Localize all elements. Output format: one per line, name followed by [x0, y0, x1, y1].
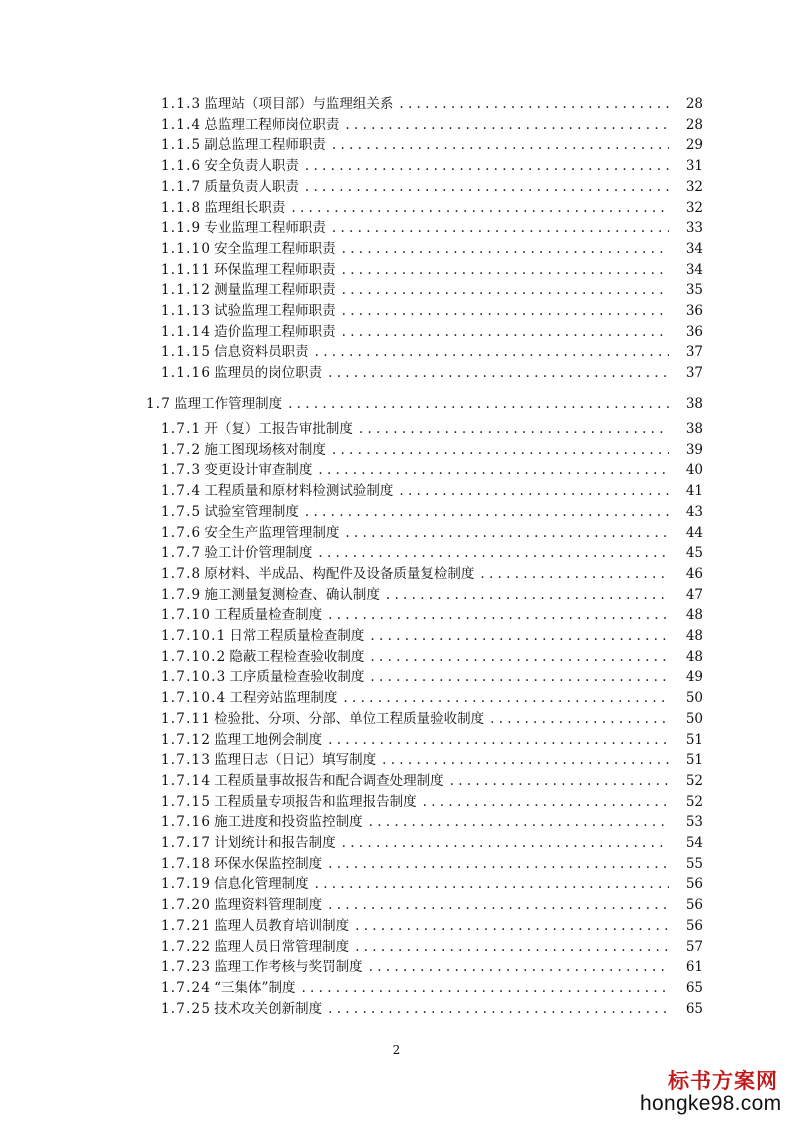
toc-entry-title: 造价监理工程师职责	[214, 324, 336, 340]
toc-dot-leader	[359, 419, 669, 439]
toc-entry-title: 监理工作管理制度	[174, 396, 283, 412]
toc-entry-title: 工程质量检查制度	[214, 607, 323, 623]
toc-entry-title: 检验批、分项、分部、单位工程质量验收制度	[214, 711, 485, 727]
toc-entry-number: 1.7.19	[161, 876, 212, 892]
toc-entry-number: 1.7.16	[161, 814, 212, 830]
toc-entry-page: 38	[685, 396, 703, 412]
toc-entry-text	[161, 626, 675, 646]
toc-entry-title: 总监理工程师岗位职责	[204, 117, 340, 133]
toc-dot-leader	[399, 481, 669, 501]
toc-entry-text	[161, 177, 675, 197]
toc-dot-leader	[328, 730, 669, 750]
toc-entry-title: 监理人员日常管理制度	[214, 939, 350, 955]
toc-entry-number: 1.7.3	[161, 462, 202, 478]
toc-entry-text	[161, 957, 675, 977]
toc-entry-title: 日常工程质量检查制度	[229, 628, 365, 644]
toc-entry-text	[161, 198, 675, 218]
toc-entry-number: 1.1.14	[161, 324, 212, 340]
toc-entry-text	[161, 280, 675, 300]
toc-entry-text	[161, 854, 675, 874]
toc-entry-number: 1.1.11	[161, 262, 212, 278]
toc-entry-page: 29	[685, 137, 703, 153]
toc-entry[interactable]	[0, 585, 793, 605]
toc-entry-title: 安全监理工程师职责	[214, 241, 336, 257]
toc-entry-number: 1.7.22	[161, 939, 212, 955]
toc-entry-title: 监理站（项目部）与监理组关系	[204, 96, 394, 112]
toc-entry-number: 1.1.8	[161, 200, 202, 216]
toc-entry[interactable]	[0, 833, 793, 853]
toc-entry-title: 监理组长职责	[204, 200, 286, 216]
toc-entry-title: 原材料、半成品、构配件及设备质量复检制度	[204, 566, 475, 582]
toc-entry-title: 环保水保监控制度	[214, 856, 323, 872]
toc-dot-leader	[291, 198, 669, 218]
toc-dot-leader	[370, 647, 669, 667]
toc-entry-text	[161, 460, 675, 480]
toc-entry-number: 1.7.6	[161, 525, 202, 541]
toc-entry-page: 48	[685, 607, 703, 623]
toc-entry[interactable]	[0, 792, 793, 812]
toc-entry-number: 1.7	[146, 396, 172, 412]
toc-entry-title: 环保监理工程师职责	[214, 262, 336, 278]
toc-entry[interactable]	[0, 999, 793, 1019]
toc-entry-page: 51	[685, 752, 703, 768]
toc-entry-title: 计划统计和报告制度	[214, 835, 336, 851]
toc-entry-title: “三集体”制度	[214, 980, 296, 996]
toc-entry[interactable]	[0, 342, 793, 362]
toc-entry[interactable]	[0, 260, 793, 280]
toc-entry-title: 技术攻关创新制度	[214, 1001, 323, 1017]
toc-entry-title: 监理员的岗位职责	[214, 365, 323, 381]
toc-entry[interactable]	[0, 812, 793, 832]
toc-entry-number: 1.7.10.4	[161, 690, 227, 706]
toc-entry[interactable]	[0, 198, 793, 218]
toc-entry-number: 1.7.15	[161, 794, 212, 810]
toc-entry-text	[161, 502, 675, 522]
toc-entry[interactable]	[0, 564, 793, 584]
toc-dot-leader	[355, 937, 669, 957]
toc-entry-text	[161, 564, 675, 584]
toc-entry[interactable]	[0, 115, 793, 135]
toc-entry-title: 监理工地例会制度	[214, 732, 323, 748]
toc-entry-text	[161, 115, 675, 135]
toc-entry-text	[161, 322, 675, 342]
toc-entry-text	[161, 135, 675, 155]
toc-entry-number: 1.7.4	[161, 483, 202, 499]
toc-entry[interactable]	[0, 916, 793, 936]
toc-entry-page: 49	[685, 669, 703, 685]
toc-entry-page: 34	[685, 262, 703, 278]
toc-entry-title: 质量负责人职责	[204, 179, 299, 195]
toc-entry-number: 1.7.24	[161, 980, 212, 996]
toc-entry-page: 46	[685, 566, 703, 582]
toc-dot-leader	[318, 460, 669, 480]
toc-dot-leader	[315, 342, 669, 362]
toc-entry-number: 1.7.5	[161, 504, 202, 520]
toc-entry[interactable]	[0, 626, 793, 646]
toc-entry-page: 34	[685, 241, 703, 257]
toc-entry-text	[161, 916, 675, 936]
toc-dot-leader	[328, 895, 669, 915]
toc-dot-leader	[342, 260, 669, 280]
toc-entry[interactable]	[0, 481, 793, 501]
toc-entry[interactable]	[0, 605, 793, 625]
toc-entry-page: 44	[685, 525, 703, 541]
toc-entry-title: 安全生产监理管理制度	[204, 525, 340, 541]
toc-entry[interactable]	[0, 156, 793, 176]
toc-entry-title: 开（复）工报告审批制度	[204, 421, 353, 437]
toc-entry[interactable]	[0, 937, 793, 957]
toc-entry-text	[161, 301, 675, 321]
toc-entry-number: 1.1.16	[161, 365, 212, 381]
toc-entry-number: 1.7.9	[161, 587, 202, 603]
toc-entry-page: 38	[685, 421, 703, 437]
toc-dot-leader	[332, 440, 669, 460]
toc-entry-page: 36	[685, 324, 703, 340]
toc-entry[interactable]	[0, 135, 793, 155]
toc-entry-text	[161, 481, 675, 501]
toc-entry-number: 1.7.14	[161, 773, 212, 789]
toc-entry[interactable]	[0, 688, 793, 708]
toc-entry[interactable]	[0, 218, 793, 238]
toc-dot-leader	[301, 978, 669, 998]
toc-entry-title: 施工测量复测检查、确认制度	[204, 587, 380, 603]
toc-entry-title: 信息资料员职责	[214, 344, 309, 360]
toc-dot-leader	[345, 523, 669, 543]
toc-dot-leader	[399, 94, 669, 114]
toc-entry-page: 28	[685, 117, 703, 133]
toc-entry-page: 40	[685, 462, 703, 478]
toc-entry-title: 工程质量事故报告和配合调查处理制度	[214, 773, 444, 789]
toc-entry-title: 信息化管理制度	[214, 876, 309, 892]
toc-entry-number: 1.1.12	[161, 282, 212, 298]
toc-entry-title: 试验室管理制度	[204, 504, 299, 520]
toc-entry-title: 监理资料管理制度	[214, 897, 323, 913]
toc-entry-title: 测量监理工程师职责	[214, 282, 336, 298]
toc-dot-leader	[369, 957, 669, 977]
toc-entry-text	[161, 812, 675, 832]
toc-dot-leader	[328, 854, 669, 874]
toc-dot-leader	[332, 135, 669, 155]
toc-entry-title: 工程质量专项报告和监理报告制度	[214, 794, 417, 810]
watermark-title: 标书方案网	[668, 1069, 778, 1093]
toc-dot-leader	[305, 177, 669, 197]
toc-entry[interactable]	[0, 957, 793, 977]
toc-entry[interactable]	[0, 394, 793, 414]
toc-dot-leader	[328, 363, 669, 383]
toc-entry-number: 1.7.2	[161, 442, 202, 458]
toc-entry-text	[161, 874, 675, 894]
toc-entry-number: 1.7.20	[161, 897, 212, 913]
toc-entry-text	[161, 709, 675, 729]
toc-entry-page: 47	[685, 587, 703, 603]
toc-entry[interactable]	[0, 502, 793, 522]
toc-entry-text	[161, 771, 675, 791]
toc-entry-page: 43	[685, 504, 703, 520]
toc-entry[interactable]	[0, 301, 793, 321]
toc-entry-text	[161, 688, 675, 708]
toc-entry-text	[161, 750, 675, 770]
toc-entry-page: 53	[685, 814, 703, 830]
toc-dot-leader	[386, 585, 669, 605]
toc-entry-text	[161, 156, 675, 176]
toc-entry-title: 监理人员教育培训制度	[214, 918, 350, 934]
toc-entry-text	[161, 895, 675, 915]
toc-entry-number: 1.7.21	[161, 918, 212, 934]
toc-entry[interactable]	[0, 280, 793, 300]
toc-entry-text	[161, 440, 675, 460]
toc-entry[interactable]	[0, 730, 793, 750]
toc-entry-page: 32	[685, 179, 703, 195]
toc-entry-number: 1.1.15	[161, 344, 212, 360]
toc-entry-number: 1.7.18	[161, 856, 212, 872]
toc-entry-page: 50	[685, 690, 703, 706]
toc-entry-title: 监理工作考核与奖罚制度	[214, 959, 363, 975]
toc-entry-text	[161, 730, 675, 750]
toc-entry-page: 55	[685, 856, 703, 872]
toc-entry[interactable]	[0, 523, 793, 543]
toc-entry-number: 1.1.4	[161, 117, 202, 133]
toc-entry-page: 41	[685, 483, 703, 499]
toc-entry[interactable]	[0, 239, 793, 259]
toc-entry-page: 33	[685, 220, 703, 236]
toc-dot-leader	[355, 916, 669, 936]
toc-entry-text	[146, 394, 675, 414]
toc-entry-text	[161, 543, 675, 563]
toc-entry[interactable]	[0, 647, 793, 667]
toc-entry-page: 36	[685, 303, 703, 319]
toc-entry-number: 1.7.10	[161, 607, 212, 623]
toc-entry-page: 65	[685, 1001, 703, 1017]
toc-entry[interactable]	[0, 771, 793, 791]
toc-entry-text	[161, 792, 675, 812]
toc-dot-leader	[370, 667, 669, 687]
toc-entry-number: 1.1.6	[161, 158, 202, 174]
toc-entry-page: 65	[685, 980, 703, 996]
toc-entry[interactable]	[0, 854, 793, 874]
toc-entry-text	[161, 239, 675, 259]
toc-dot-leader	[423, 792, 669, 812]
toc-entry[interactable]	[0, 363, 793, 383]
toc-entry-text	[161, 342, 675, 362]
toc-dot-leader	[342, 833, 669, 853]
toc-entry-number: 1.7.7	[161, 545, 202, 561]
toc-entry[interactable]	[0, 667, 793, 687]
toc-entry-text	[161, 218, 675, 238]
toc-entry-page: 37	[685, 365, 703, 381]
toc-entry-title: 工序质量检查验收制度	[229, 669, 365, 685]
watermark-url: hongke98.com	[640, 1092, 782, 1115]
toc-dot-leader	[370, 626, 669, 646]
toc-entry-page: 56	[685, 876, 703, 892]
toc-dot-leader	[480, 564, 669, 584]
toc-entry-page: 48	[685, 649, 703, 665]
toc-entry-page: 52	[685, 773, 703, 789]
toc-entry-number: 1.7.10.3	[161, 669, 227, 685]
toc-entry-text	[161, 94, 675, 114]
toc-entry-title: 工程旁站监理制度	[229, 690, 338, 706]
toc-entry-title: 监理日志（日记）填写制度	[214, 752, 377, 768]
toc-entry-number: 1.7.12	[161, 732, 212, 748]
toc-entry-title: 安全负责人职责	[204, 158, 299, 174]
toc-entry-title: 副总监理工程师职责	[204, 137, 326, 153]
toc-entry-page: 32	[685, 200, 703, 216]
toc-entry-text	[161, 605, 675, 625]
toc-dot-leader	[315, 874, 669, 894]
toc-entry[interactable]	[0, 543, 793, 563]
toc-dot-leader	[342, 280, 669, 300]
toc-entry-text	[161, 585, 675, 605]
toc-dot-leader	[450, 771, 669, 791]
toc-entry-text	[161, 978, 675, 998]
toc-entry-number: 1.1.10	[161, 241, 212, 257]
toc-entry-number: 1.7.23	[161, 959, 212, 975]
toc-entry-page: 51	[685, 732, 703, 748]
toc-entry-page: 48	[685, 628, 703, 644]
toc-entry[interactable]	[0, 322, 793, 342]
page-number: 2	[392, 1043, 401, 1057]
toc-entry[interactable]	[0, 177, 793, 197]
toc-entry-page: 45	[685, 545, 703, 561]
toc-entry[interactable]	[0, 94, 793, 114]
toc-entry-number: 1.1.7	[161, 179, 202, 195]
toc-entry-text	[161, 260, 675, 280]
toc-entry-number: 1.7.8	[161, 566, 202, 582]
toc-entry[interactable]	[0, 419, 793, 439]
toc-entry-text	[161, 647, 675, 667]
toc-entry-number: 1.7.10.2	[161, 649, 227, 665]
toc-entry-page: 57	[685, 939, 703, 955]
toc-entry[interactable]	[0, 895, 793, 915]
toc-entry-title: 变更设计审查制度	[204, 462, 313, 478]
toc-entry-text	[161, 419, 675, 439]
toc-entry-number: 1.7.17	[161, 835, 212, 851]
toc-entry-title: 隐蔽工程检查验收制度	[229, 649, 365, 665]
toc-entry-page: 54	[685, 835, 703, 851]
toc-dot-leader	[328, 999, 669, 1019]
toc-entry-page: 52	[685, 794, 703, 810]
toc-entry-page: 56	[685, 897, 703, 913]
toc-entry-number: 1.1.9	[161, 220, 202, 236]
toc-entry-number: 1.7.10.1	[161, 628, 227, 644]
toc-entry-page: 35	[685, 282, 703, 298]
toc-entry-page: 56	[685, 918, 703, 934]
toc-entry-text	[161, 937, 675, 957]
toc-dot-leader	[369, 812, 669, 832]
toc-entry-page: 39	[685, 442, 703, 458]
toc-entry-title: 工程质量和原材料检测试验制度	[204, 483, 394, 499]
toc-entry[interactable]	[0, 874, 793, 894]
toc-entry-text	[161, 667, 675, 687]
toc-dot-leader	[318, 543, 669, 563]
toc-dot-leader	[382, 750, 669, 770]
toc-entry[interactable]	[0, 440, 793, 460]
toc-entry-page: 37	[685, 344, 703, 360]
toc-entry-title: 施工图现场核对制度	[204, 442, 326, 458]
toc-dot-leader	[343, 688, 669, 708]
toc-entry[interactable]	[0, 750, 793, 770]
toc-dot-leader	[305, 502, 669, 522]
toc-entry-text	[161, 523, 675, 543]
toc-entry-title: 施工进度和投资监控制度	[214, 814, 363, 830]
toc-dot-leader	[288, 394, 669, 414]
toc-entry-title: 验工计价管理制度	[204, 545, 313, 561]
toc-entry-title: 试验监理工程师职责	[214, 303, 336, 319]
toc-entry[interactable]	[0, 709, 793, 729]
toc-entry[interactable]	[0, 978, 793, 998]
toc-entry-page: 50	[685, 711, 703, 727]
toc-entry-number: 1.1.13	[161, 303, 212, 319]
watermark-logo	[640, 1065, 790, 1120]
toc-dot-leader	[332, 218, 669, 238]
toc-entry-title: 专业监理工程师职责	[204, 220, 326, 236]
toc-dot-leader	[490, 709, 669, 729]
toc-entry-number: 1.7.1	[161, 421, 202, 437]
toc-entry-text	[161, 833, 675, 853]
toc-dot-leader	[345, 115, 669, 135]
toc-entry[interactable]	[0, 460, 793, 480]
toc-entry-number: 1.7.25	[161, 1001, 212, 1017]
toc-entry-text	[161, 363, 675, 383]
toc-entry-number: 1.7.13	[161, 752, 212, 768]
toc-dot-leader	[342, 301, 669, 321]
toc-entry-page: 31	[685, 158, 703, 174]
toc-entry-page: 61	[685, 959, 703, 975]
toc-dot-leader	[342, 322, 669, 342]
toc-entry-page: 28	[685, 96, 703, 112]
toc-dot-leader	[305, 156, 669, 176]
toc-entry-text	[161, 999, 675, 1019]
toc-entry-number: 1.1.3	[161, 96, 202, 112]
toc-dot-leader	[328, 605, 669, 625]
toc-entry-number: 1.7.11	[161, 711, 212, 727]
toc-dot-leader	[342, 239, 669, 259]
toc-entry-number: 1.1.5	[161, 137, 202, 153]
